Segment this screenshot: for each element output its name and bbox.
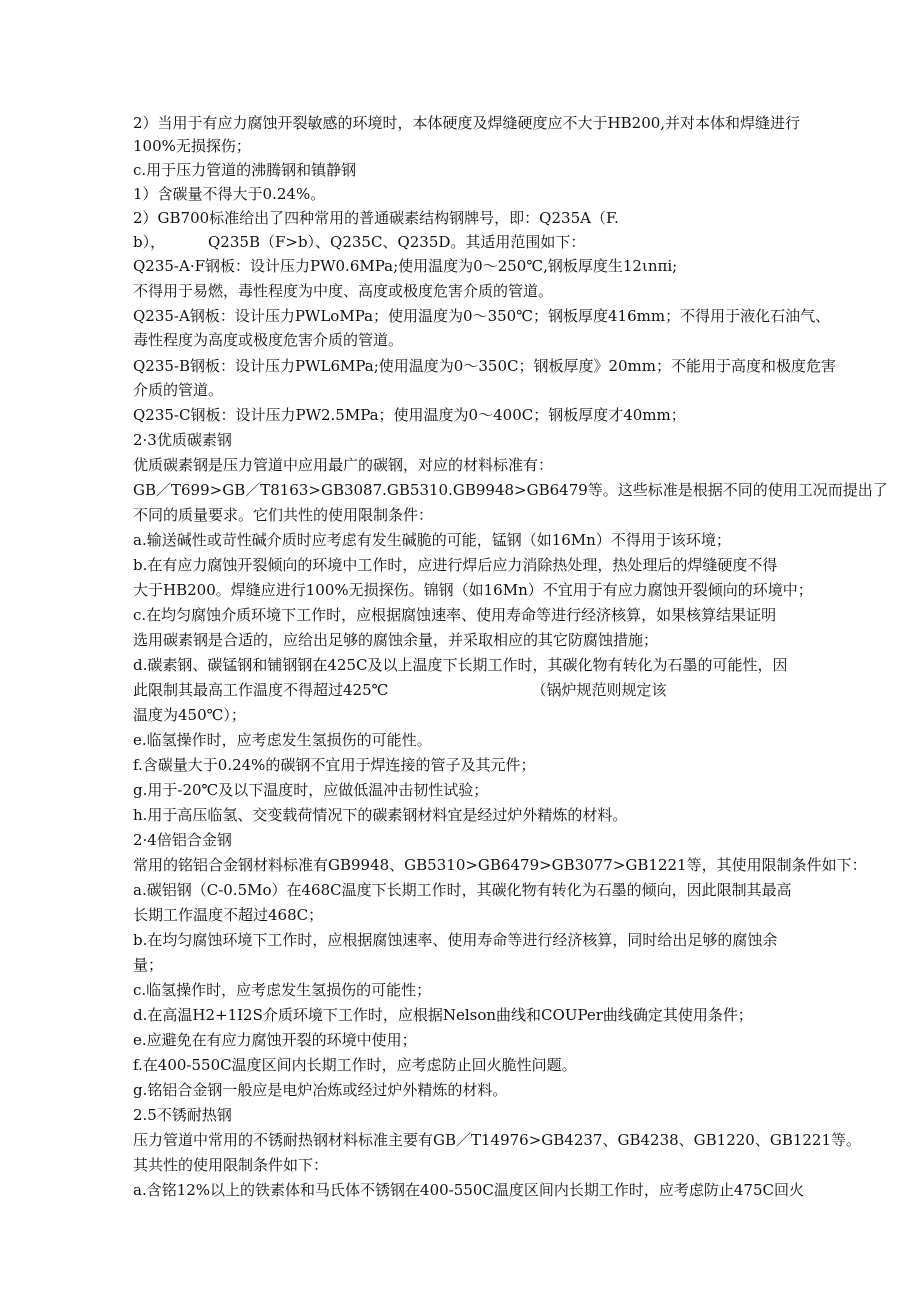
text-line: 压力管道中常用的不锈耐热钢材料标准主要有GB／T14976>GB4237、GB4238、GB1220、GB1221等。 — [133, 1131, 862, 1149]
section-heading: 2.5不锈耐热钢 — [133, 1106, 232, 1124]
text-line: 不得用于易燃，毒性程度为中度、高度或极度危害介质的管道。 — [133, 282, 554, 300]
text-line: b）， Q235B（F>b）、Q235C、Q235D。其适用范围如下： — [133, 233, 586, 251]
text-line: 1）含碳量不得大于0.24%。 — [133, 185, 326, 203]
text-line: Q235-A钢板：设计压力PWLoMPa；使用温度为0～350℃；钢板厚度416mm；不得用于液化石油气、 — [133, 307, 831, 325]
text-line: e.应避免在有应力腐蚀开裂的环境中使用； — [133, 1031, 417, 1049]
text-line: a.含铭12%以上的铁素体和马氏体不锈钢在400-550C温度区间内长期工作时，应考虑防止475C回火 — [133, 1181, 804, 1199]
text-line: 长期工作温度不超过468C； — [133, 906, 324, 924]
text-line: 大于HB200。焊缝应进行100%无损探伤。锦钢（如16Mn）不宜用于有应力腐蚀开裂倾向的环境中； — [133, 581, 813, 599]
text-line: Q235-B钢板：设计压力PWL6MPa;使用温度为0～350C；钢板厚度》20mm；不能用于高度和极度危害 — [133, 357, 836, 375]
text-line: 2）当用于有应力腐蚀开裂敏感的环境时，本体硬度及焊缝硬度应不大于HB200,并对本体和焊缝进行 — [133, 114, 801, 132]
text-line: b.在有应力腐蚀开裂倾向的环境中工作时，应进行焊后应力消除热处理，热处理后的焊缝硬度不得 — [133, 556, 778, 574]
text-line: Q235-A·F钢板：设计压力PW0.6MPa;使用温度为0～250℃,钢板厚度生12ιnπi; — [133, 257, 678, 275]
text-line: g.用于-20℃及以下温度时，应做低温冲击韧性试验； — [133, 781, 489, 799]
text-line: c.用于压力管道的沸腾钢和镇静钢 — [133, 161, 357, 179]
text-line: 不同的质量要求。它们共性的使用限制条件： — [133, 506, 434, 524]
text-line: a.输送碱性或苛性碱介质时应考虑有发生碱脆的可能，锰钢（如16Mn）不得用于该环境； — [133, 531, 731, 549]
text-line: 常用的铭铝合金钢材料标准有GB9948、GB5310>GB6479>GB3077>GB1221等，其使用限制条件如下： — [133, 856, 867, 874]
section-heading: 2·4倍铝合金钢 — [133, 831, 232, 849]
text-line: d.碳素钢、碳锰钢和铺钢钢在425C及以上温度下长期工作时，其碳化物有转化为石墨的可能性，因 — [133, 656, 788, 674]
text-line: 其共性的使用限制条件如下： — [133, 1156, 329, 1174]
text-line: Q235-C钢板：设计压力PW2.5MPa；使用温度为0～400C；钢板厚度才40mm； — [133, 406, 686, 424]
text-line: 100%无损探伤； — [133, 137, 251, 155]
text-line: 温度为450℃）； — [133, 706, 246, 724]
text-line: g.铭铝合金钢一般应是电炉冶炼或经过炉外精炼的材料。 — [133, 1081, 508, 1099]
text-line: 毒性程度为高度或极度危害介质的管道。 — [133, 331, 404, 349]
text-line: d.在高温H2+1I2S介质环境下工作时，应根据Nelson曲线和COUPer曲线确定其使用条件； — [133, 1006, 753, 1024]
text-line: 选用碳素钢是合适的，应给出足够的腐蚀余量，并采取相应的其它防腐蚀措施； — [133, 631, 659, 649]
text-line: h.用于高压临氢、交变载荷情况下的碳素钢材料宜是经过炉外精炼的材料。 — [133, 806, 628, 824]
text-line: 介质的管道。 — [133, 381, 224, 399]
text-line: c.临氢操作时，应考虑发生氢损伤的可能性； — [133, 981, 432, 999]
text-line: f.在400-550C温度区间内长期工作时，应考虑防止回火脆性问题。 — [133, 1056, 577, 1074]
text-line: e.临氢操作时，应考虑发生氢损伤的可能性。 — [133, 731, 432, 749]
text-line: 优质碳素钢是压力管道中应用最广的碳钢，对应的材料标准有： — [133, 456, 554, 474]
text-line: 量； — [133, 956, 164, 974]
text-line: GB／T699>GB／T8163>GB3087.GB5310.GB9948>GB6479等。这些标准是根据不同的使用工况而提出了 — [133, 481, 888, 499]
text-line: c.在均匀腐蚀介质环境下工作时，应根据腐蚀速率、使用寿命等进行经济核算，如果核算结果证明 — [133, 606, 777, 624]
text-line: 此限制其最高工作温度不得超过425℃ （锅炉规范则规定该 — [133, 681, 667, 699]
text-line: b.在均匀腐蚀环境下工作时，应根据腐蚀速率、使用寿命等进行经济核算，同时给出足够的腐蚀余 — [133, 931, 778, 949]
text-line: f.含碳量大于0.24%的碳钢不宜用于焊连接的管子及其元件； — [133, 756, 536, 774]
section-heading: 2·3优质碳素钢 — [133, 431, 232, 449]
text-line: a.碳铝钢（C-0.5Mo）在468C温度下长期工作时，其碳化物有转化为石墨的倾向，因此限制其最高 — [133, 881, 792, 899]
text-line: 2）GB700标准给出了四种常用的普通碳素结构钢牌号，即：Q235A（F. — [133, 209, 619, 227]
